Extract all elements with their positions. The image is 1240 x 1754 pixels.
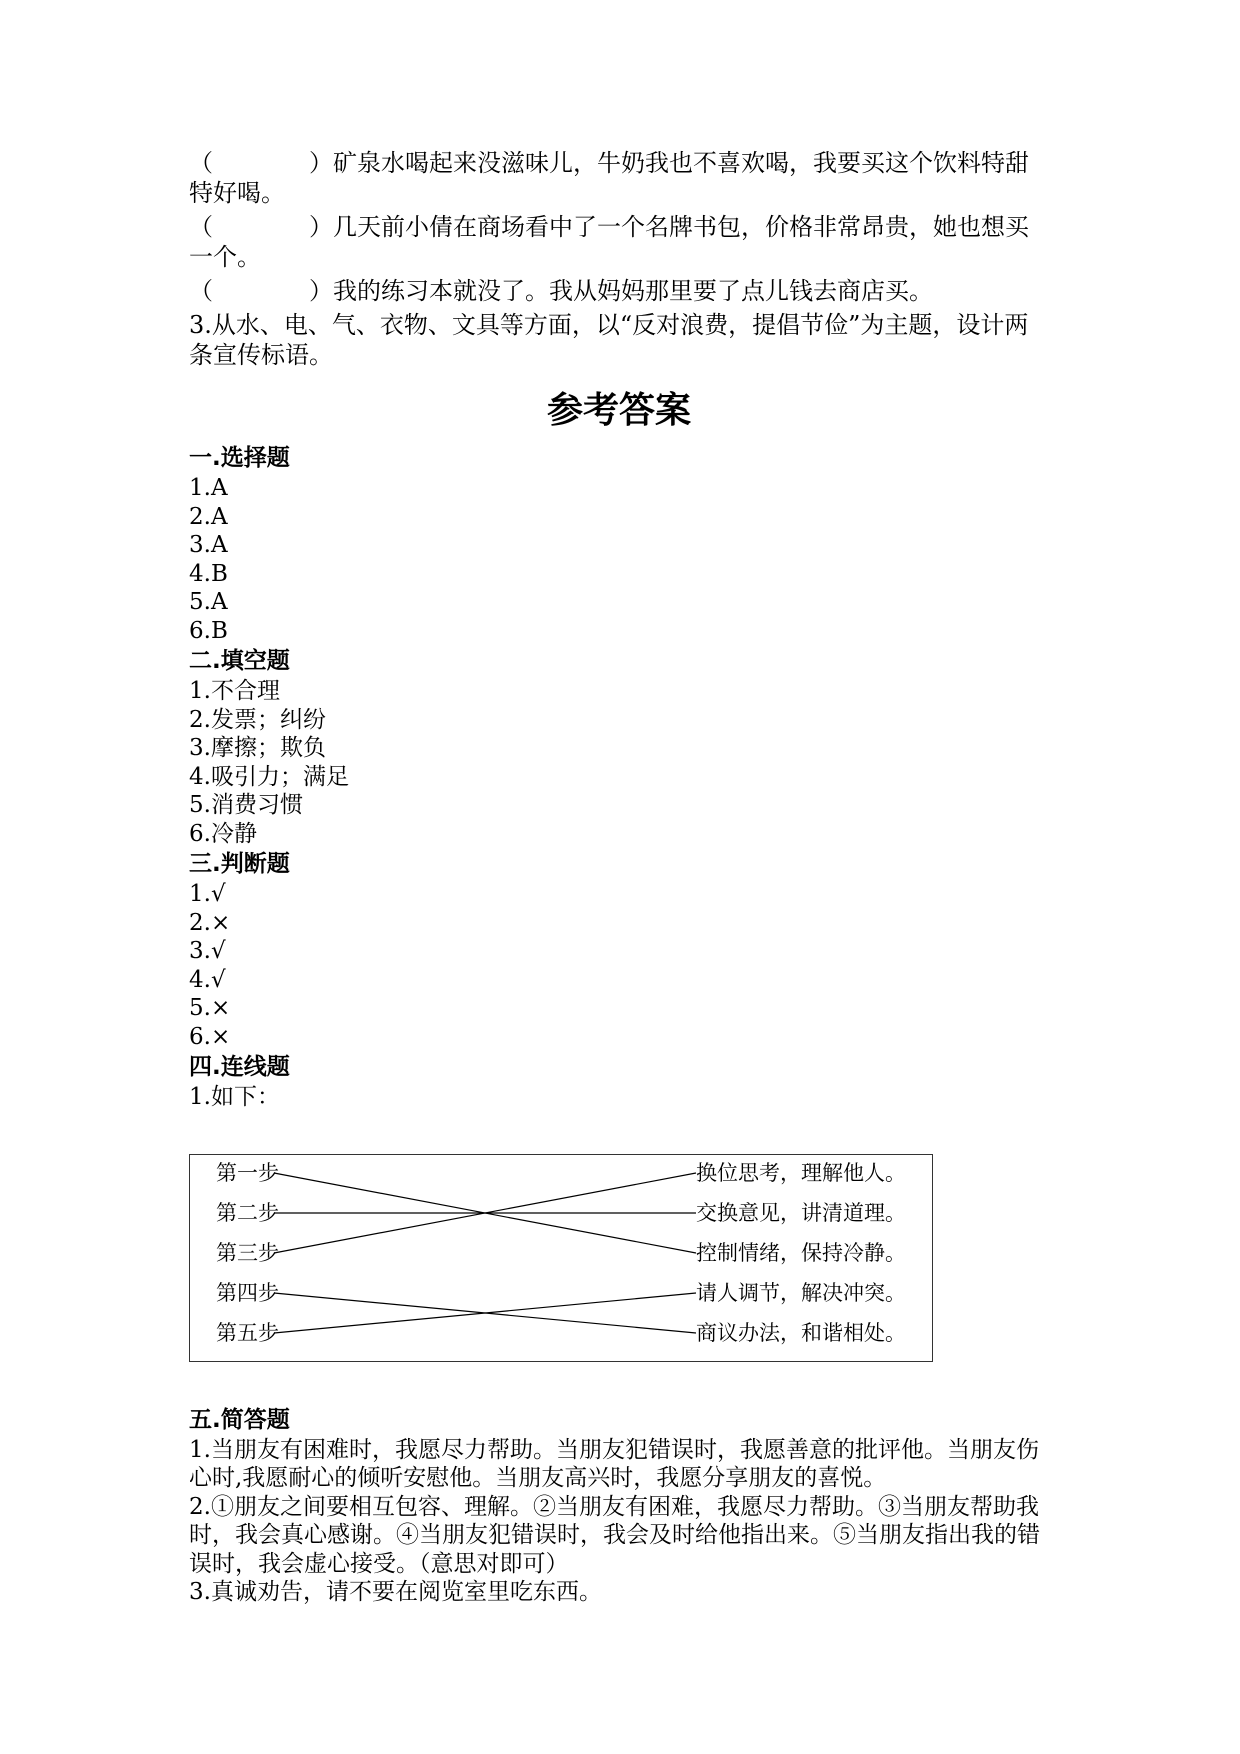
answer-item: 4.√	[189, 966, 226, 993]
answer-item: 5.消费习惯	[189, 792, 303, 818]
answer-item: 4.吸引力；满足	[189, 763, 349, 790]
question-2: （ ）几天前小倩在商场看中了一个名牌书包，价格非常昂贵，她也想买一个。	[189, 213, 1029, 271]
choice-answers	[189, 474, 1049, 645]
section-heading-short: 五.简答题	[189, 1406, 290, 1433]
section-heading-judge: 三.判断题	[189, 851, 290, 877]
step-label: 第三步	[216, 1240, 279, 1265]
action-label: 交换意见，讲清道理。	[696, 1200, 906, 1225]
action-label: 商议办法，和谐相处。	[696, 1320, 906, 1345]
answer-item: 6.冷静	[189, 820, 257, 847]
answer-item: 1.√	[189, 881, 226, 907]
action-label: 控制情绪，保持冷静。	[696, 1240, 906, 1265]
action-label: 请人调节，解决冲突。	[696, 1280, 906, 1305]
answer-item: 1.当朋友有困难时，我愿尽力帮助。当朋友犯错误时，我愿善意的批评他。当朋友伤心时,我愿耐心的倾听安慰他。当朋友高兴时，我愿分享朋友的喜悦。	[189, 1436, 1039, 1491]
page	[189, 148, 1049, 1607]
answer-item: 5.A	[189, 589, 228, 615]
answer-item: 2.×	[189, 909, 231, 936]
judge-answers	[189, 880, 1049, 1051]
fill-answers	[189, 677, 1049, 848]
step-label: 第二步	[216, 1200, 279, 1225]
question-3: （ ）我的练习本就没了。我从妈妈那里要了点儿钱去商店买。	[189, 277, 933, 305]
answer-item: 5.×	[189, 995, 231, 1021]
answer-blank: （ ）	[189, 149, 333, 177]
question-slogan: 3.从水、电、气、衣物、文具等方面，以“反对浪费，提倡节俭”为主题，设计两条宣传标语。	[189, 311, 1029, 369]
answer-item: 6.×	[189, 1023, 231, 1050]
step-label: 第五步	[216, 1320, 279, 1345]
section-heading-choice: 一.选择题	[189, 445, 290, 471]
matching-diagram	[189, 1154, 933, 1362]
answer-item: 2.A	[189, 503, 228, 530]
answer-blank: （ ）	[189, 277, 333, 305]
answer-item: 6.B	[189, 617, 228, 644]
answer-item: 1.A	[189, 475, 228, 501]
answer-item: 2.①朋友之间要相互包容、理解。②当朋友有困难，我愿尽力帮助。③当朋友帮助我时，我会真心感谢。④当朋友犯错误时，我会及时给他指出来。⑤当朋友指出我的错误时，我会虚心接受。（意思对即可）	[189, 1493, 1040, 1577]
answer-item: 4.B	[189, 560, 228, 587]
answer-item: 3.√	[189, 938, 226, 964]
answer-item: 2.发票；纠纷	[189, 706, 326, 733]
section-heading-fill: 二.填空题	[189, 648, 290, 674]
answer-blank: （ ）	[189, 213, 333, 241]
answer-item: 3.摩擦；欺负	[189, 735, 326, 761]
step-label: 第一步	[216, 1160, 279, 1185]
step-label: 第四步	[216, 1280, 279, 1305]
answer-item: 3.A	[189, 532, 228, 558]
page-title: 参考答案	[546, 390, 691, 431]
answer-item: 1.不合理	[189, 678, 280, 704]
match-intro: 1.如下：	[189, 1084, 280, 1110]
question-1: （ ）矿泉水喝起来没滋味儿，牛奶我也不喜欢喝，我要买这个饮料特甜特好喝。	[189, 149, 1029, 207]
section-heading-match: 四.连线题	[189, 1054, 290, 1080]
answer-item: 3.真诚劝告，请不要在阅览室里吃东西。	[189, 1579, 602, 1605]
action-label: 换位思考，理解他人。	[696, 1160, 906, 1185]
